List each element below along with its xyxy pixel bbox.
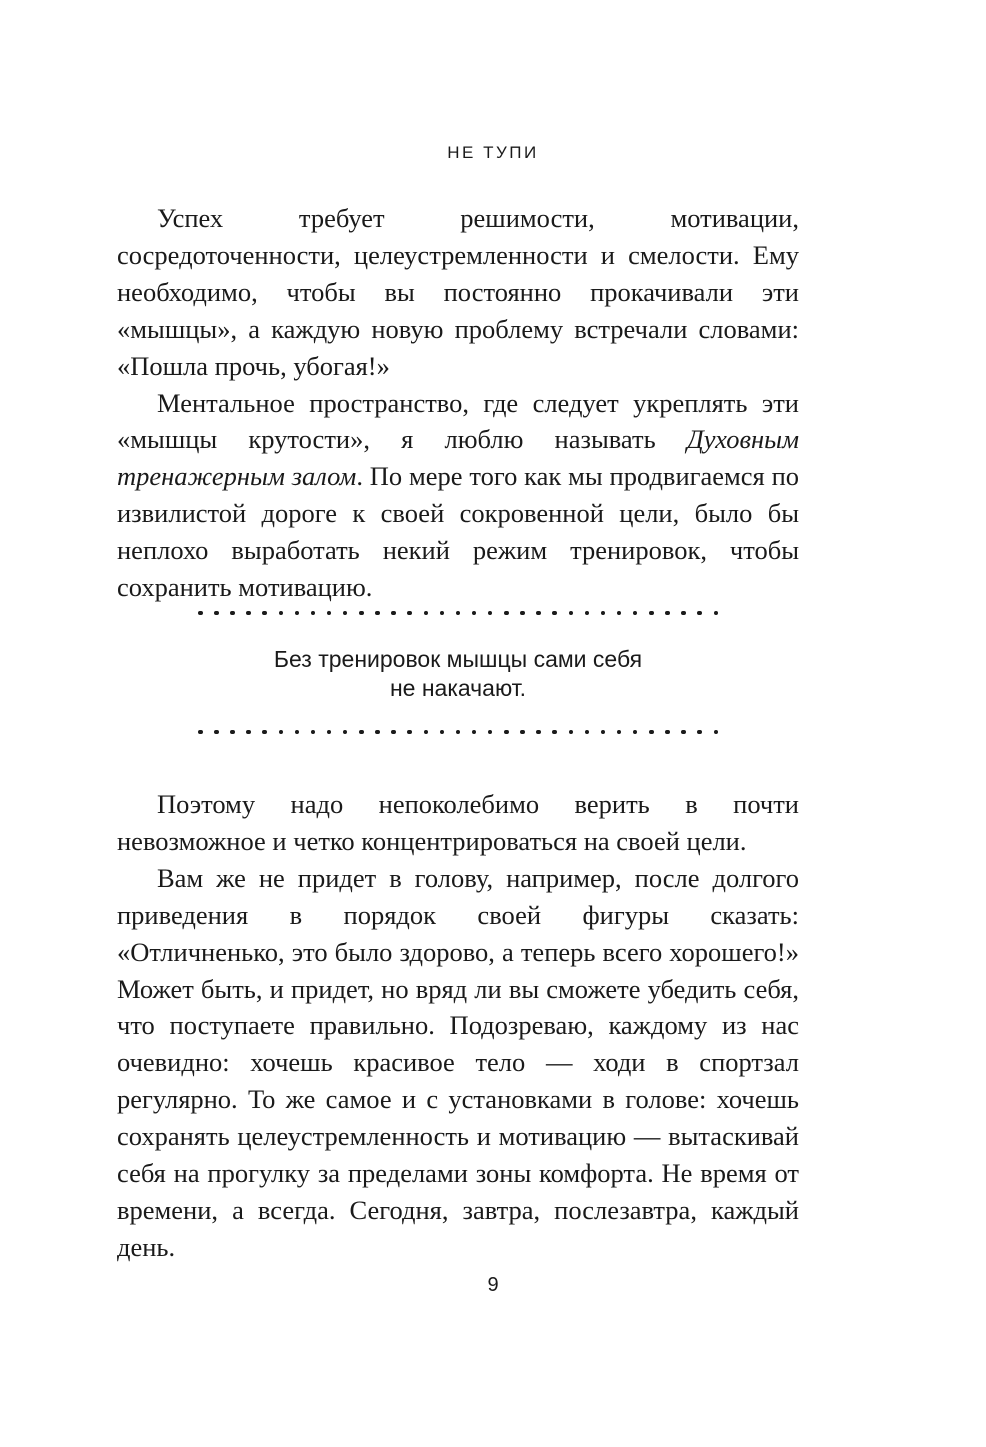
dot bbox=[375, 730, 380, 735]
pull-quote-line: не накачают. bbox=[389, 675, 527, 701]
dot bbox=[359, 730, 364, 735]
dot bbox=[633, 611, 638, 616]
dot bbox=[391, 611, 396, 616]
dot bbox=[295, 730, 300, 735]
dot bbox=[520, 730, 525, 735]
italic-term: Духовным тренажерным залом bbox=[117, 424, 799, 492]
paragraph-text: Ментальное пространство, где следует укреплять эти «мышцы крутости», я люблю называть bbox=[117, 387, 799, 455]
dot bbox=[279, 611, 284, 616]
dot bbox=[327, 611, 332, 616]
dot bbox=[504, 611, 509, 616]
dot bbox=[714, 730, 719, 735]
dot bbox=[681, 611, 686, 616]
dot bbox=[649, 611, 654, 616]
dot bbox=[665, 611, 670, 616]
dot bbox=[697, 611, 702, 616]
dot bbox=[665, 730, 670, 735]
dot bbox=[343, 611, 348, 616]
pull-quote bbox=[198, 645, 718, 703]
dot bbox=[198, 611, 203, 616]
dot bbox=[681, 730, 686, 735]
dot bbox=[359, 611, 364, 616]
dot bbox=[569, 611, 574, 616]
paragraph: Вам же не придет в голову, например, после долгого приведения в порядок своей фигуры сказать: «Отличненько, это было здорово, а теперь всего хорошего!» Может быть, и придет, но вряд ли вы сможете убедить себя, что поступаете правильно. Подозреваю, каждому из нас очевидно: хочешь красивое тело — ходи в спортзал регулярно. То же самое и с установками в голове: хочешь сохранять целеустремленность и мотивацию — вытаскивай себя на прогулку за пределами зоны комфорта. Не время от времени, а всегда. Сегодня, завтра, послезавтра, каждый день. bbox=[117, 862, 799, 1262]
dot bbox=[440, 730, 445, 735]
dot bbox=[472, 730, 477, 735]
dot bbox=[343, 730, 348, 735]
dot bbox=[714, 611, 719, 616]
dot bbox=[262, 730, 267, 735]
dot bbox=[633, 730, 638, 735]
dot bbox=[391, 730, 396, 735]
dot bbox=[617, 730, 622, 735]
dot bbox=[456, 611, 461, 616]
dot bbox=[440, 611, 445, 616]
dot bbox=[262, 611, 267, 616]
dot bbox=[520, 611, 525, 616]
paragraph: Поэтому надо непоколебимо верить в почти невозможное и четко концентрироваться на своей цели. bbox=[117, 789, 799, 856]
dot bbox=[279, 730, 284, 735]
paragraph-text: . По мере того как мы продвигаемся по извилистой дороге к своей сокровенной цели, было бы неплохо выработать некий режим тренировок, чтобы сохранить мотивацию. bbox=[117, 461, 800, 603]
dot bbox=[246, 730, 251, 735]
dot bbox=[375, 611, 380, 616]
dotted-rule-bottom bbox=[198, 728, 718, 736]
dot bbox=[424, 611, 429, 616]
dot bbox=[552, 611, 557, 616]
running-title: НЕ ТУПИ bbox=[447, 143, 539, 162]
dot bbox=[488, 730, 493, 735]
dot bbox=[246, 611, 251, 616]
dot bbox=[407, 611, 412, 616]
dot bbox=[327, 730, 332, 735]
dot bbox=[214, 730, 219, 735]
dot bbox=[311, 611, 316, 616]
dot bbox=[472, 611, 477, 616]
dot bbox=[536, 730, 541, 735]
dot bbox=[456, 730, 461, 735]
dot bbox=[504, 730, 509, 735]
dot bbox=[649, 730, 654, 735]
dot bbox=[585, 730, 590, 735]
dot bbox=[585, 611, 590, 616]
dot bbox=[214, 611, 219, 616]
page-number: 9 bbox=[487, 1274, 499, 1296]
dot bbox=[230, 730, 235, 735]
dot bbox=[617, 611, 622, 616]
pull-quote-line: Без тренировок мышцы сами себя bbox=[273, 646, 643, 672]
dot bbox=[552, 730, 557, 735]
dot bbox=[569, 730, 574, 735]
dot bbox=[311, 730, 316, 735]
dot bbox=[424, 730, 429, 735]
dot bbox=[295, 611, 300, 616]
body-text-top bbox=[117, 200, 799, 606]
dot bbox=[601, 611, 606, 616]
dot bbox=[601, 730, 606, 735]
body-text-bottom bbox=[117, 786, 799, 1266]
dot bbox=[230, 611, 235, 616]
dot bbox=[536, 611, 541, 616]
paragraph bbox=[117, 385, 799, 606]
paragraph: Успех требует решимости, мотивации, сосредоточенности, целеустремленности и смелости. Ему необходимо, чтобы вы постоянно прокачивали эти «мышцы», а каждую новую проблему встречали словами: «Пошла прочь, убогая!» bbox=[117, 203, 799, 381]
dot bbox=[488, 611, 493, 616]
dot bbox=[407, 730, 412, 735]
dot bbox=[198, 730, 203, 735]
dotted-rule-top bbox=[198, 609, 718, 617]
dot bbox=[697, 730, 702, 735]
